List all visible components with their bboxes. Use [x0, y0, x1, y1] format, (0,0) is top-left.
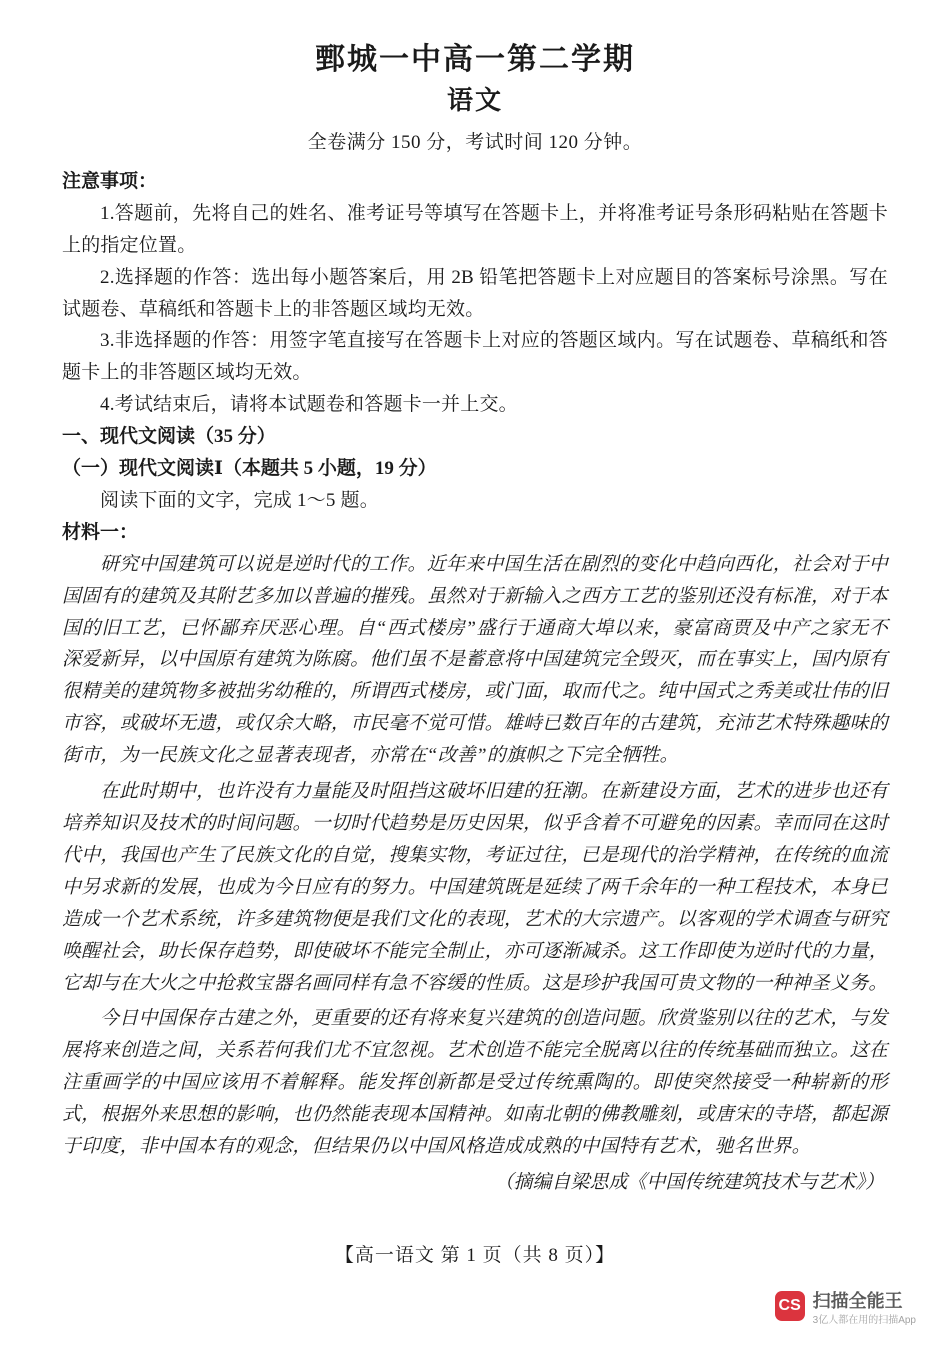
passage-attribution: （摘编自梁思成《中国传统建筑技术与艺术》） — [494, 1171, 884, 1193]
notice-item-2: 2.选择题的作答：选出每小题答案后，用 2B 铅笔把答题卡上对应题目的答案标号涂黑。写在试题卷、草稿纸和答题卡上的非答题区域均无效。 — [62, 266, 888, 320]
score-line: 全卷满分 150 分，考试时间 120 分钟。 — [307, 131, 643, 153]
reading-instruction: 阅读下面的文字，完成 1～5 题。 — [100, 489, 379, 511]
page-footer: 【高一语文 第 1 页（共 8 页）】 — [334, 1245, 616, 1266]
watermark-app-name: 扫描全能王 — [812, 1291, 903, 1312]
subsection-heading-one: （一）现代文阅读Ⅰ（本题共 5 小题，19 分） — [62, 458, 437, 480]
material-label: 材料一： — [62, 521, 139, 543]
passage-paragraph-3: 今日中国保存古建之外，更重要的还有将来复兴建筑的创造问题。欣赏鉴别以往的艺术，与发展将来创造之间，关系若何我们尤不宜忽视。艺术创造不能完全脱离以往的传统基础而独立。这在注重画学的中国应该用不着解释。能发挥创新都是受过传统熏陶的。即使突然接受一种崭新的形式，根据外来思想的影响，也仍然能表现本国精神。如南北朝的佛教雕刻，或唐宋的寺塔，都起源于印度，非中国本有的观念，但结果仍以中国风格造成成熟的中国特有艺术，驰名世界。 — [62, 1008, 888, 1158]
watermark-texts — [813, 1291, 916, 1329]
section-heading-one: 一、现代文阅读（35 分） — [62, 426, 276, 448]
notice-title: 注意事项： — [62, 171, 158, 193]
notice-item-4: 4.考试结束后，请将本试题卷和答题卡一并上交。 — [100, 394, 518, 416]
subject-title: 语文 — [446, 85, 503, 115]
watermark-tagline: 3亿人都在用的扫描App — [812, 1315, 916, 1326]
camscanner-logo-icon: CS — [775, 1291, 805, 1321]
notice-item-1: 1.答题前，先将自己的姓名、准考证号等填写在答题卡上，并将准考证号条形码粘贴在答题卡上的指定位置。 — [62, 202, 888, 256]
page-title: 鄄城一中高一第二学期 — [315, 43, 635, 76]
scanner-watermark — [775, 1291, 916, 1329]
passage-paragraph-1: 研究中国建筑可以说是逆时代的工作。近年来中国生活在剧烈的变化中趋向西化，社会对于中国固有的建筑及其附艺多加以普遍的摧残。虽然对于新输入之西方工艺的鉴别还没有标准，对于本国的旧工艺，已怀鄙弃厌恶心理。自“西式楼房”盛行于通商大埠以来，豪富商贾及中产之家无不深爱新异，以中国原有建筑为陈腐。他们虽不是蓄意将中国建筑完全毁灭，而在事实上，国内原有很精美的建筑物多被拙劣幼稚的，所谓西式楼房，或门面，取而代之。纯中国式之秀美或壮伟的旧市容，或破坏无遗，或仅余大略，市民毫不觉可惜。雄峙已数百年的古建筑，充沛艺术特殊趣味的街市，为一民族文化之显著表现者，亦常在“改善”的旗帜之下完全牺牲。 — [62, 553, 888, 767]
passage-body — [62, 549, 888, 1200]
passage-paragraph-2: 在此时期中，也许没有力量能及时阻挡这破坏旧建的狂潮。在新建设方面，艺术的进步也还有培养知识及技术的时间问题。一切时代趋势是历史因果，似乎含着不可避免的因素。幸而同在这时代中，我国也产生了民族文化的自觉，搜集实物，考证过往，已是现代的治学精神，在传统的血流中另求新的发展，也成为今日应有的努力。中国建筑既是延续了两千余年的一种工程技术，本身已造成一个艺术系统，许多建筑物便是我们文化的表现，艺术的大宗遗产。以客观的学术调查与研究唤醒社会，助长保存趋势，即使破坏不能完全制止，亦可逐渐减杀。这工作即使为逆时代的力量，它却与在大火之中抢救宝器名画同样有急不容缓的性质。这是珍护我国可贵文物的一种神圣义务。 — [62, 781, 888, 994]
notice-item-3: 3.非选择题的作答：用签字笔直接写在答题卡上对应的答题区域内。写在试题卷、草稿纸和答题卡上的非答题区域均无效。 — [62, 330, 888, 384]
